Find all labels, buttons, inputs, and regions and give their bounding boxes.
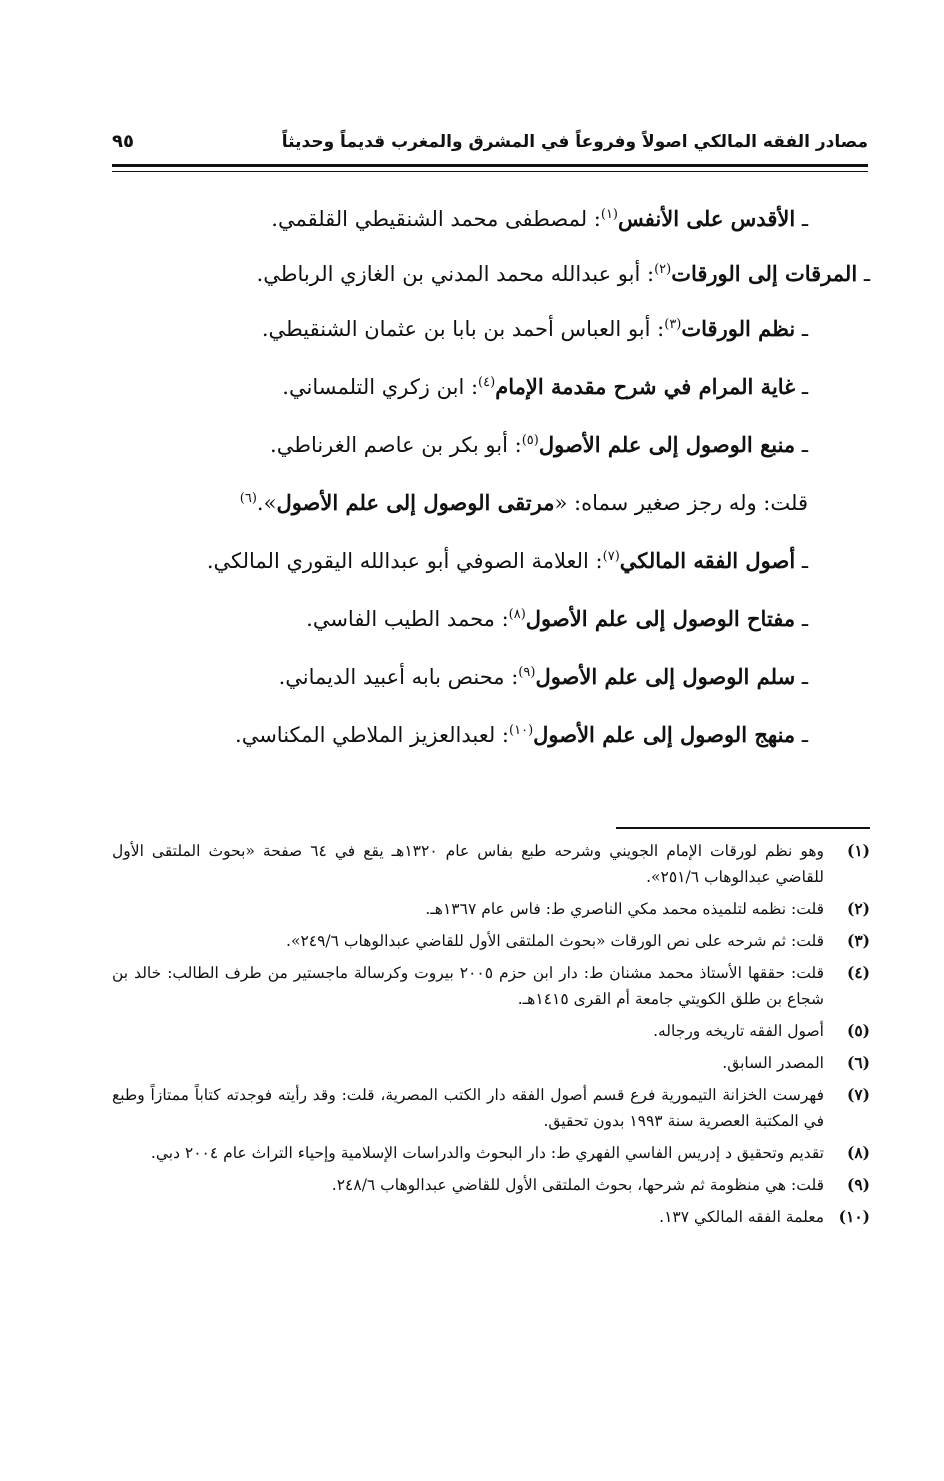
entry-10 — [112, 706, 870, 764]
footnote-6 — [112, 1050, 870, 1076]
footnote-ref: (٨) — [508, 607, 526, 622]
entry-title: غاية المرام في شرح مقدمة الإمام — [495, 374, 796, 399]
footnote-number: (٢) — [846, 899, 870, 918]
footnote-5 — [112, 1018, 870, 1044]
footnote-ref: (١٠) — [509, 723, 534, 738]
entry-title: سلم الوصول إلى علم الأصول — [535, 664, 796, 689]
footnote-ref: (٧) — [602, 549, 620, 564]
entry-9 — [112, 648, 870, 706]
footnote-text: وهو نظم لورقات الإمام الجويني وشرحه طبع بفاس عام ١٣٢٠هـ يقع في ٦٤ صفحة «بحوث الملتقى الأول للقاضي عبدالوهاب ٢٥١/٦». — [112, 842, 824, 886]
entry-title: مرتقى الوصول إلى علم الأصول — [276, 490, 555, 515]
entry-8 — [112, 590, 870, 648]
entry-author: : أبو العباس أحمد بن بابا بن عثمان الشنقيطي. — [261, 317, 665, 341]
entry-author: : محنص بابه أعبيد الديماني. — [278, 665, 519, 689]
footnote-1 — [112, 838, 870, 890]
entry-4 — [112, 358, 870, 416]
footnote-4 — [112, 960, 870, 1012]
entry-prefix: ـ — [795, 207, 808, 231]
page-number: ٩٥ — [112, 131, 134, 152]
footnote-3 — [112, 928, 870, 954]
entry-prefix: ـ — [857, 262, 870, 286]
footnote-ref: (١) — [600, 207, 618, 222]
entry-author: : ابن زكري التلمساني. — [282, 375, 479, 399]
entry-title: منهج الوصول إلى علم الأصول — [533, 722, 796, 747]
footnote-ref: (٩) — [518, 665, 536, 680]
body-text — [112, 190, 870, 764]
footnote-9 — [112, 1172, 870, 1198]
footnote-text: المصدر السابق. — [722, 1054, 824, 1072]
entry-prefix: ـ — [795, 549, 808, 573]
entry-author: : أبو عبدالله محمد المدني بن الغازي الرباطي. — [256, 262, 655, 286]
footnote-text: فهرست الخزانة التيمورية فرع قسم أصول الفقه دار الكتب المصرية، قلت: وقد رأيته فوجدته كتاباً ممتازاً وطبع في المكتبة العصرية سنة ١٩٩٣ بدون تحقيق. — [112, 1086, 824, 1130]
footnote-number: (٥) — [846, 1021, 870, 1040]
entry-title: منبع الوصول إلى علم الأصول — [538, 432, 796, 457]
header-rule-thick — [112, 164, 868, 167]
entry-title: المرقات إلى الورقات — [671, 261, 858, 286]
footnote-text: قلت: نظمه لتلميذه محمد مكي الناصري ط: فاس عام ١٣٦٧هـ. — [425, 900, 824, 918]
entry-title: مفتاح الوصول إلى علم الأصول — [525, 606, 796, 631]
footnote-text: أصول الفقه تاريخه ورجاله. — [653, 1022, 824, 1040]
footnote-number: (٦) — [846, 1053, 870, 1072]
footnote-number: (٤) — [846, 963, 870, 982]
entry-author: : أبو بكر بن عاصم الغرناطي. — [270, 433, 522, 457]
entry-author: : العلامة الصوفي أبو عبدالله اليقوري المالكي. — [206, 549, 603, 573]
footnote-text: قلت: ثم شرحه على نص الورقات «بحوث الملتقى الأول للقاضي عبدالوهاب ٢٤٩/٦». — [286, 932, 824, 950]
header-rule-thin — [112, 171, 868, 172]
entry-prefix: ـ — [795, 433, 808, 457]
entry-prefix: ـ — [795, 665, 808, 689]
footnote-10 — [112, 1204, 870, 1230]
footnote-separator — [616, 827, 870, 829]
footnote-number: (١) — [846, 841, 870, 860]
footnote-text: معلمة الفقه المالكي ١٣٧. — [659, 1208, 824, 1226]
running-header — [112, 128, 868, 160]
entry-7 — [112, 532, 870, 590]
header-title: مصادر الفقه المالكي اصولاً وفروعاً في المشرق والمغرب قديماً وحديثاً — [281, 132, 868, 152]
footnote-7 — [112, 1082, 870, 1134]
entry-prefix: قلت: وله رجز صغير سماه: « — [554, 491, 808, 515]
footnote-ref: (٣) — [664, 317, 682, 332]
footnote-text: تقديم وتحقيق د إدريس الفاسي الفهري ط: دار البحوث والدراسات الإسلامية وإحياء التراث عام ٢٠٠٤ دبي. — [150, 1144, 824, 1162]
entry-prefix: ـ — [795, 607, 808, 631]
entry-6 — [112, 474, 870, 532]
footnote-8 — [112, 1140, 870, 1166]
footnote-ref: (٥) — [521, 433, 539, 448]
footnotes — [112, 838, 870, 1236]
entry-3 — [112, 300, 870, 358]
entry-author: ». — [256, 491, 277, 515]
entry-author: : لمصطفى محمد الشنقيطي القلقمي. — [271, 207, 601, 231]
footnote-number: (٧) — [846, 1085, 870, 1104]
footnote-2 — [112, 896, 870, 922]
footnote-text: قلت: حققها الأستاذ محمد مشنان ط: دار ابن حزم ٢٠٠٥ بيروت وكرسالة ماجستير من طرف الطالب: خالد بن شجاع بن طلق الكويتي جامعة أم القرى ١٤١٥هـ. — [112, 964, 824, 1008]
footnote-number: (٨) — [846, 1143, 870, 1162]
entry-5 — [112, 416, 870, 474]
footnote-ref: (٦) — [239, 491, 257, 506]
entry-title: أصول الفقه المالكي — [619, 548, 796, 573]
entry-prefix: ـ — [795, 317, 808, 341]
entry-1 — [112, 190, 870, 248]
footnote-ref: (٤) — [478, 375, 496, 390]
footnote-number: (٣) — [846, 931, 870, 950]
entry-author: : لعبدالعزيز الملاطي المكناسي. — [235, 723, 510, 747]
entry-prefix: ـ — [795, 723, 808, 747]
footnote-number: (٩) — [846, 1175, 870, 1194]
entry-title: الأقدس على الأنفس — [618, 206, 796, 231]
entry-author: : محمد الطيب الفاسي. — [306, 607, 509, 631]
footnote-ref: (٢) — [654, 262, 672, 277]
entry-prefix: ـ — [795, 375, 808, 399]
entry-2 — [112, 248, 870, 300]
footnote-number: (١٠) — [838, 1207, 870, 1226]
entry-title: نظم الورقات — [681, 316, 796, 341]
footnote-text: قلت: هي منظومة ثم شرحها، بحوث الملتقى الأول للقاضي عبدالوهاب ٢٤٨/٦. — [331, 1176, 824, 1194]
